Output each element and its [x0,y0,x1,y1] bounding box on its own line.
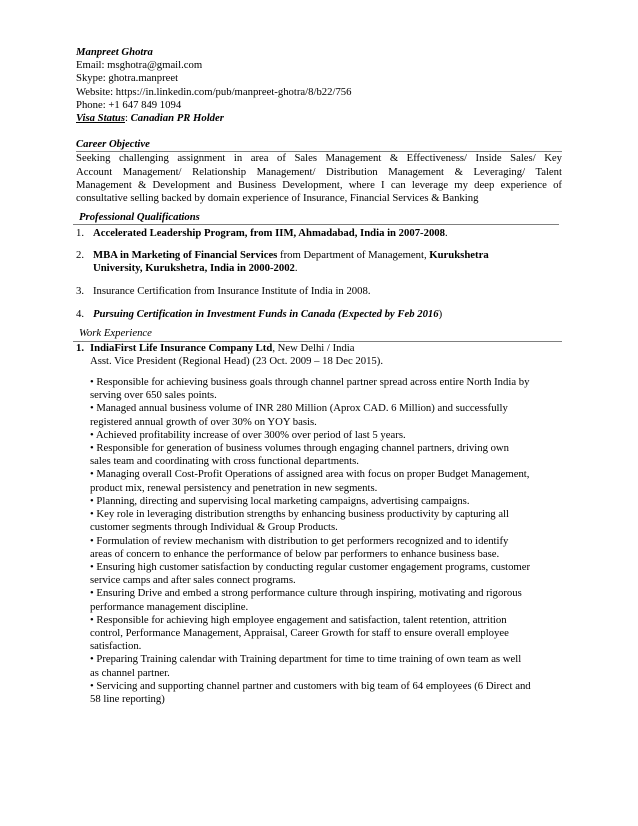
responsibility-item: • Ensuring high customer satisfaction by conducting regular customer engagement programs, customer service camps and after sales connect programs. [90,561,562,587]
qualification-text: Insurance Certification from Insurance Institute of India in 2008. [93,285,371,298]
visa-status-separator: : [125,112,131,125]
career-objective-line: Seeking challenging assignment in area of Sales Management & Effectiveness/ Inside Sales/ Key [76,152,562,165]
responsibility-item: • Formulation of review mechanism with distribution to get performers recognized and to identify areas of concern to enhance the performance of below par performers to enhance business base. [90,535,562,561]
company-name: IndiaFirst Life Insurance Company Ltd [90,341,273,354]
item-number: 2. [76,248,85,261]
qualification-detail: from Department of Management, [277,248,430,261]
responsibility-item: • Planning, directing and supervising local marketing campaigns, advertising campaigns. [90,495,562,508]
work-experience-heading: Work Experience [73,327,562,341]
qualification-item [76,227,562,240]
website-line: Website: https://in.linkedin.com/pub/manpreet-ghotra/8/b22/756 [76,85,352,98]
career-objective-line: Management & Development and Business Development, where I can leverage my deep experience of [76,178,562,191]
qualification-item [76,285,562,298]
career-objective-line: consultative selling backed by domain experience of Insurance, Financial Services & Banking [76,192,479,205]
qualification-title: Accelerated Leadership Program, from IIM, Ahmadabad, India in 2007-2008 [93,227,445,240]
item-number: 4. [76,308,85,321]
qualification-title: Pursuing Certification in Investment Funds in Canada (Expected by Feb 2016 [93,308,439,321]
responsibility-item: • Achieved profitability increase of over 300% over period of last 5 years. [90,429,562,442]
email-line: Email: msghotra@gmail.com [76,59,203,72]
responsibilities-list [76,376,562,706]
qualification-item [76,249,562,275]
career-objective-body [76,152,562,205]
responsibility-item: • Responsible for achieving high employee engagement and satisfaction, talent retention, attrition control, Performance Management, Appraisal, Career Growth for staff to ensure overall employee satisfaction. [90,614,562,654]
responsibility-item: • Responsible for generation of business volumes through engaging channel partners, driving own sales team and coordinating with cross functional departments. [90,442,562,468]
phone-line: Phone: +1 647 849 1094 [76,98,182,111]
qualification-tail: ) [438,308,443,321]
item-number: 1. [76,227,85,240]
skype-line: Skype: ghotra.manpreet [76,72,179,85]
career-objective-line: Account Management/ Relationship Management/ Distribution Management & Leveraging/ Talent [76,165,562,178]
job-role: Asst. Vice President (Regional Head) (23 Oct. 2009 – 18 Dec 2015). [90,354,384,367]
job-entry [76,342,562,368]
responsibility-item: • Ensuring Drive and embed a strong performance culture through inspiring, motivating and rigorous performance management discipline. [90,587,562,613]
qualification-tail: . [294,261,298,274]
qualifications-list [76,227,562,321]
job-number: 1. [76,341,85,354]
qualification-item [76,308,562,321]
responsibility-item: • Managed annual business volume of INR 280 Million (Aprox CAD. 6 Million) and successfully registered annual growth of over 30% on YOY basis. [90,402,562,428]
visa-status-value: Canadian PR Holder [130,112,224,125]
professional-qualifications-heading: Professional Qualifications [73,211,559,225]
company-location: , New Delhi / India [272,341,355,354]
qualification-title: Kurukshetra [429,248,489,261]
career-objective-heading: Career Objective [76,138,562,152]
visa-status-label: Visa Status [76,112,126,125]
responsibility-item: • Preparing Training calendar with Training department for time to time training of own team as well as channel partner. [90,653,562,679]
qualification-title: MBA in Marketing of Financial Services [93,248,278,261]
responsibility-item: • Managing overall Cost-Profit Operations of assigned area with focus on proper Budget Management, product mix, renewal persistency and penetration in new segments. [90,468,562,494]
responsibility-item: • Key role in leveraging distribution strengths by enhancing business productivity by capturing all customer segments through Individual & Group Products. [90,508,562,534]
qualification-title: University, Kurukshetra, India in 2000-2002 [93,261,295,274]
candidate-name: Manpreet Ghotra [76,46,153,58]
contact-block [76,46,562,125]
visa-status-line [76,112,562,125]
responsibility-item: • Servicing and supporting channel partner and customers with big team of 64 employees (6 Direct and 58 line reporting) [90,680,562,706]
qualification-tail: . [445,227,448,240]
resume-page [76,46,562,706]
item-number: 3. [76,285,85,298]
responsibility-item: • Responsible for achieving business goals through channel partner spread across entire North India by serving over 650 sales points. [90,376,562,402]
